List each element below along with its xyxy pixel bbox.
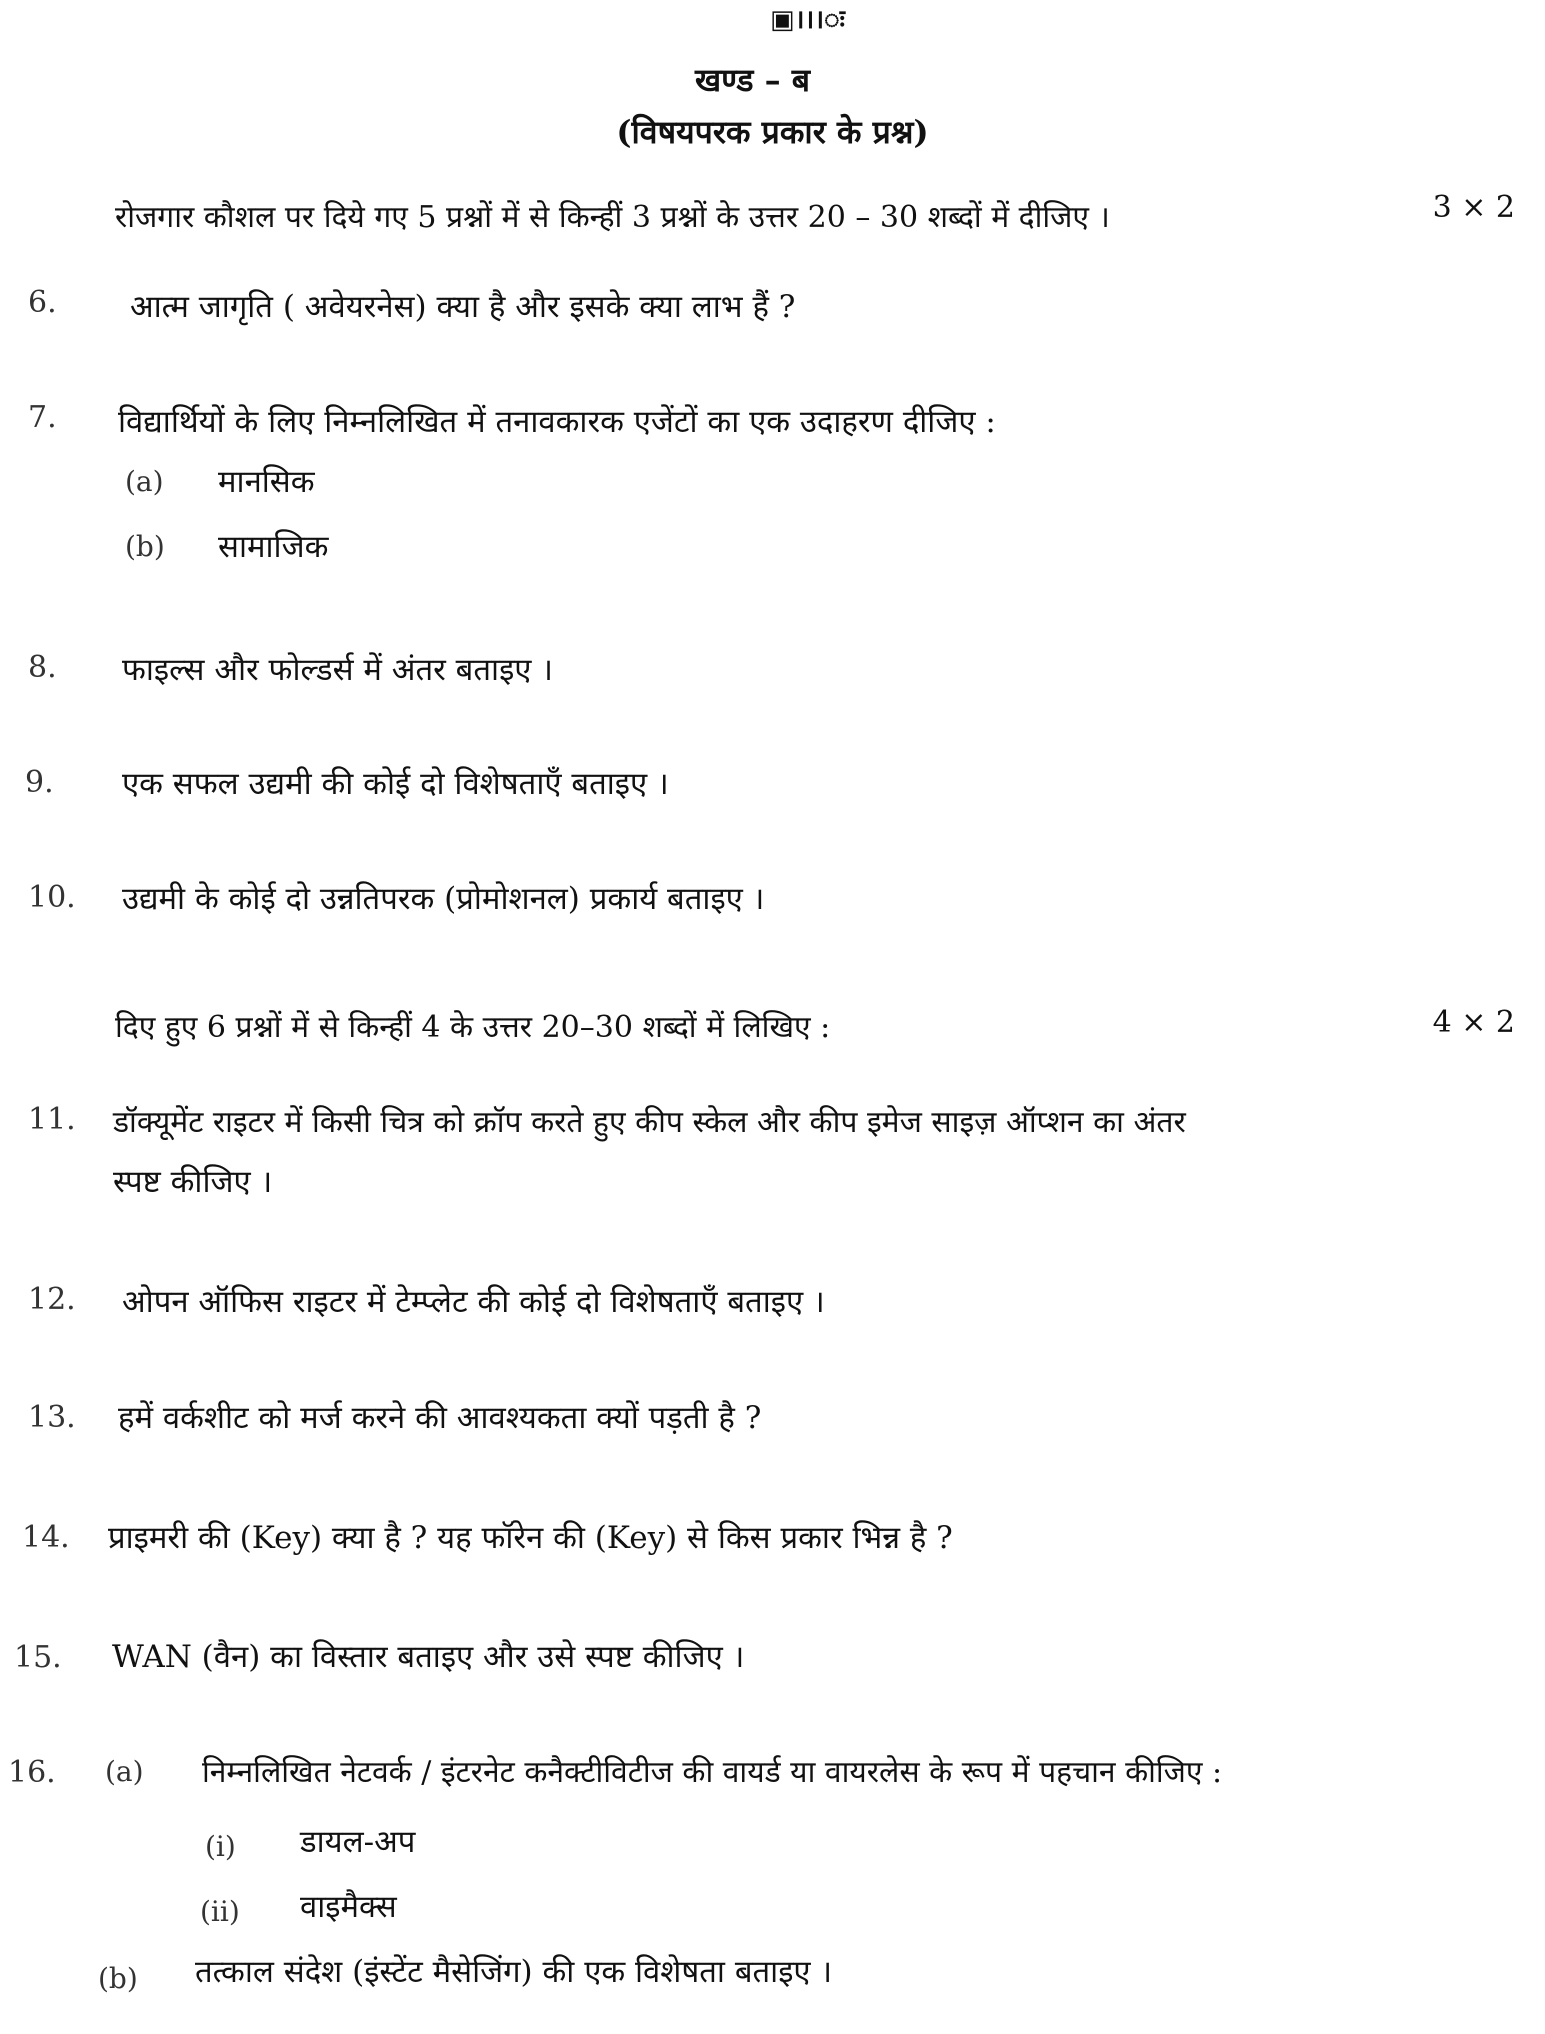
question-text-cont: स्पष्ट कीजिए । — [113, 1164, 273, 1200]
question-text: आत्म जागृति ( अवेयरनेस) क्या है और इसके क्या लाभ हैं ? — [130, 289, 796, 325]
question-number: 13. — [28, 1400, 76, 1435]
page-top-mark: ▣।।।ः — [770, 5, 845, 35]
sub-part-label: (a) — [125, 465, 164, 498]
question-number: 7. — [28, 400, 57, 435]
question-text: डॉक्यूमेंट राइटर में किसी चित्र को क्रॉप करते हुए कीप स्केल और कीप इमेज साइज़ ऑप्शन का अंतर — [113, 1105, 1186, 1140]
question-number: 6. — [28, 285, 57, 320]
sub-part-label: (a) — [105, 1755, 144, 1788]
question-text: एक सफल उद्यमी की कोई दो विशेषताएँ बताइए । — [122, 766, 669, 802]
question-text: उद्यमी के कोई दो उन्नतिपरक (प्रोमोशनल) प्रकार्य बताइए । — [122, 881, 765, 917]
question-text: विद्यार्थियों के लिए निम्नलिखित में तनावकारक एजेंटों का एक उदाहरण दीजिए : — [118, 404, 996, 440]
instruction-2-marks: 4 × 2 — [1432, 1005, 1515, 1040]
question-text: तत्काल संदेश (इंस्टेंट मैसेजिंग) की एक विशेषता बताइए । — [195, 1954, 833, 1990]
question-text: प्राइमरी की (Key) क्या है ? यह फॉरेन की (Key) से किस प्रकार भिन्न है ? — [108, 1520, 953, 1556]
sub-part-text: सामाजिक — [218, 529, 329, 565]
question-number: 14. — [22, 1520, 70, 1555]
section-title: खण्ड – ब — [694, 61, 811, 99]
instruction-1: रोजगार कौशल पर दिये गए 5 प्रश्नों में से किन्हीं 3 प्रश्नों के उत्तर 20 – 30 शब्दों में दीजिए । — [115, 200, 1110, 235]
question-text: ओपन ऑफिस राइटर में टेम्प्लेट की कोई दो विशेषताएँ बताइए । — [122, 1284, 825, 1320]
question-number: 16. — [8, 1755, 56, 1790]
question-number: 8. — [28, 650, 57, 685]
section-subtitle: (विषयपरक प्रकार के प्रश्न) — [616, 113, 929, 151]
question-number: 10. — [28, 880, 76, 915]
sub-part-label: (b) — [125, 530, 165, 563]
instruction-2: दिए हुए 6 प्रश्नों में से किन्हीं 4 के उत्तर 20–30 शब्दों में लिखिए : — [115, 1010, 831, 1045]
question-number: 15. — [14, 1640, 62, 1675]
question-text: WAN (वैन) का विस्तार बताइए और उसे स्पष्ट कीजिए । — [112, 1639, 745, 1675]
question-number: 12. — [28, 1282, 76, 1317]
question-text: फाइल्स और फोल्डर्स में अंतर बताइए । — [122, 652, 554, 688]
question-number: 11. — [28, 1102, 76, 1137]
question-text: हमें वर्कशीट को मर्ज करने की आवश्यकता क्यों पड़ती है ? — [118, 1400, 762, 1436]
sub-part-label: (b) — [98, 1962, 138, 1995]
sub-part-text: वाइमैक्स — [300, 1889, 397, 1925]
instruction-1-marks: 3 × 2 — [1432, 190, 1515, 225]
sub-part-label: (i) — [205, 1830, 236, 1863]
sub-part-label: (ii) — [200, 1895, 240, 1928]
question-number: 9. — [25, 765, 54, 800]
sub-part-text: डायल-अप — [300, 1824, 416, 1860]
question-text: निम्नलिखित नेटवर्क / इंटरनेट कनैक्टीविटीज की वायर्ड या वायरलेस के रूप में पहचान कीजिए : — [202, 1755, 1223, 1790]
sub-part-text: मानसिक — [218, 464, 315, 500]
